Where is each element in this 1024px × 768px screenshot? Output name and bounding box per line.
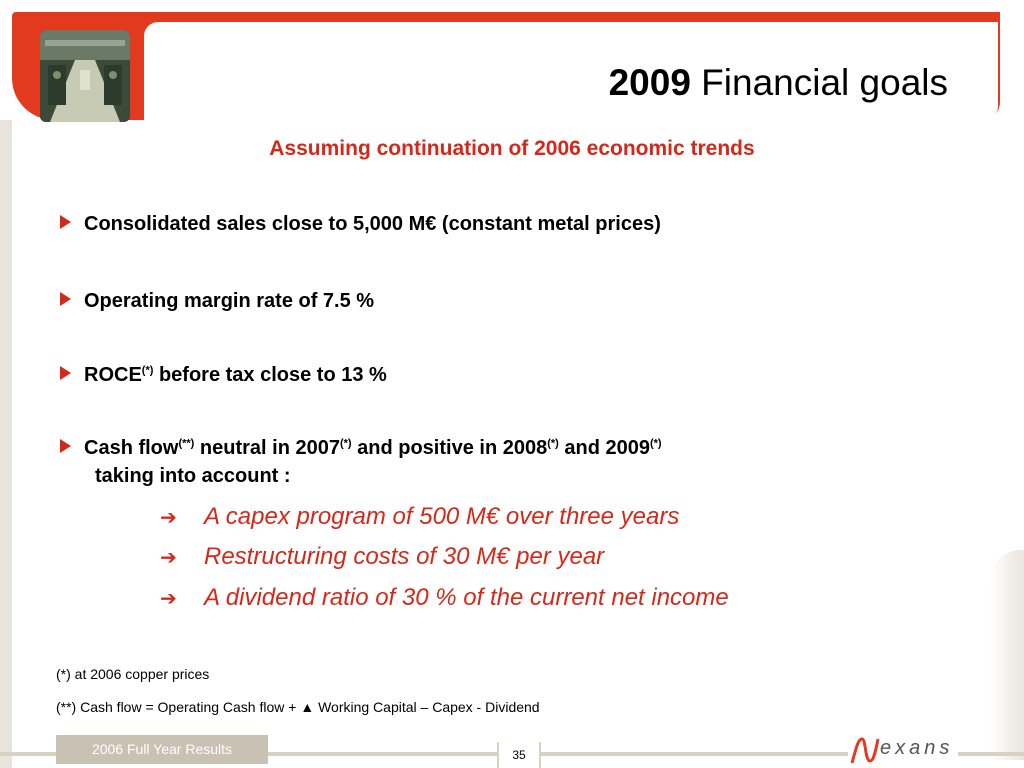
- bullet-text-pre: Cash flow: [84, 437, 179, 459]
- page-number: 35: [497, 742, 541, 768]
- sub-item-dividend: [160, 584, 729, 612]
- triangle-bullet-icon: [60, 215, 71, 229]
- sub-item-text: Restructuring costs of 30 M€ per year: [204, 543, 605, 570]
- factory-photo: [40, 30, 130, 122]
- title-text: Financial goals: [690, 62, 948, 103]
- triangle-bullet-icon: [60, 366, 71, 380]
- subtitle: Assuming continuation of 2006 economic trends: [269, 137, 755, 160]
- sub-item-capex: [160, 503, 679, 531]
- bullet-operating-margin: [60, 285, 374, 317]
- footnote-marker: (*): [339, 437, 352, 450]
- bullet-roce: [60, 359, 387, 391]
- arrow-right-icon: ➔: [160, 547, 177, 569]
- footnote-marker: (**): [178, 437, 195, 450]
- footnote-marker: (*): [141, 364, 154, 377]
- arrow-right-icon: ➔: [160, 507, 177, 529]
- sub-item-text: A capex program of 500 M€ over three years: [204, 503, 680, 530]
- bullet-consolidated-sales: [60, 208, 661, 240]
- arrow-right-icon: ➔: [160, 588, 177, 610]
- triangle-bullet-icon: [60, 292, 71, 306]
- footnote-copper-prices: (*) at 2006 copper prices: [56, 666, 210, 682]
- left-decor-band: [0, 120, 12, 768]
- footnote-marker: (*): [547, 437, 559, 450]
- footnote-marker: (*): [649, 437, 662, 450]
- bullet-cash-flow: [60, 432, 662, 464]
- triangle-bullet-icon: [60, 439, 71, 453]
- header-title-panel: [144, 22, 998, 120]
- bullet-text-mid: and positive in 2008: [351, 437, 548, 459]
- right-decor-band: [990, 550, 1024, 760]
- nexans-logo: [848, 733, 958, 767]
- title-year: 2009: [608, 62, 691, 103]
- header-banner: [12, 12, 1000, 120]
- bullet-text-post: before tax close to 13 %: [153, 364, 387, 386]
- logo-text: exans: [880, 737, 954, 759]
- bullet-text: Consolidated sales close to 5,000 M€ (constant metal prices): [84, 213, 661, 235]
- bullet-text-pre: ROCE: [84, 364, 142, 386]
- sub-item-text: A dividend ratio of 30 % of the current net income: [204, 584, 729, 611]
- sub-item-restructuring: [160, 543, 604, 571]
- page-title: [609, 62, 948, 104]
- bullet-text-mid: and 2009: [558, 437, 650, 459]
- bullet-text: Operating margin rate of 7.5 %: [84, 290, 375, 312]
- logo-n-icon: [848, 733, 882, 767]
- bullet-text-mid: neutral in 2007: [194, 437, 340, 459]
- footer-label: 2006 Full Year Results: [56, 735, 268, 764]
- footnote-cash-flow-definition: (**) Cash flow = Operating Cash flow + ▲ Working Capital – Capex - Dividend: [56, 699, 540, 715]
- bullet-continuation: taking into account :: [95, 465, 291, 487]
